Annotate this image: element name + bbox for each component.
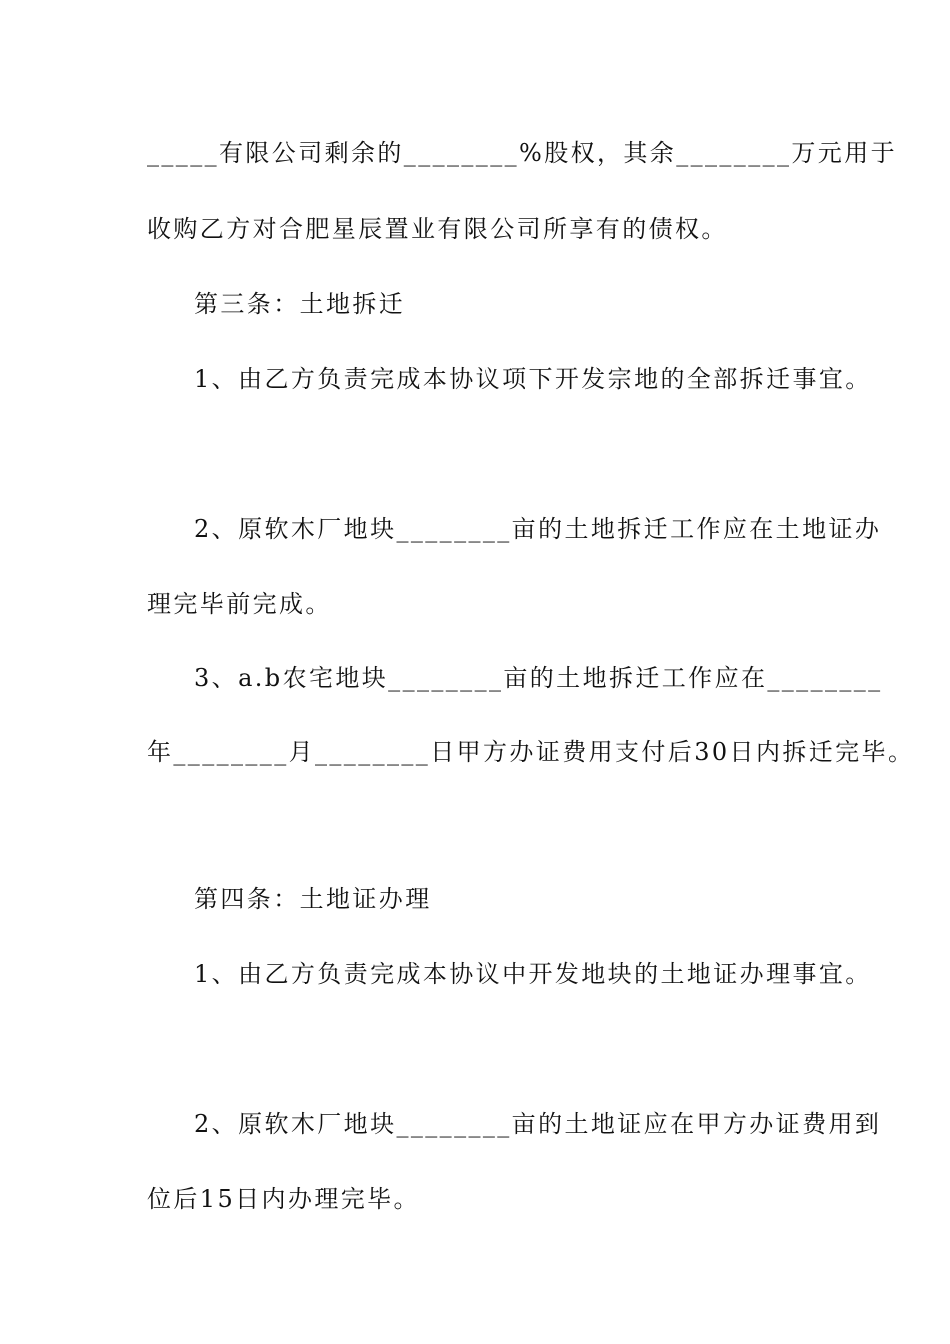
clause-4-2-continued: 位后15日内办理完毕。 <box>147 1185 420 1213</box>
clause-3-2: 2、原软木厂地块________亩的土地拆迁工作应在土地证办 <box>194 515 882 543</box>
clause-3-2-continued: 理完毕前完成。 <box>147 590 332 618</box>
clause-3-3: 3、a.b农宅地块________亩的土地拆迁工作应在________ <box>194 664 883 692</box>
clause-3-3-continued: 年________月________日甲方办证费用支付后30日内拆迁完毕。 <box>147 738 915 766</box>
clause-4-1: 1、由乙方负责完成本协议中开发地块的土地证办理事宜。 <box>194 960 872 988</box>
section-heading-article-4: 第四条：土地证办理 <box>194 885 432 913</box>
section-heading-article-3: 第三条：土地拆迁 <box>194 290 406 318</box>
paragraph-line-debt-acquisition: 收购乙方对合肥星辰置业有限公司所享有的债权。 <box>147 215 728 243</box>
paragraph-line-equity-share: _____有限公司剩余的________%股权，其余________万元用于 <box>147 139 898 167</box>
clause-4-2: 2、原软木厂地块________亩的土地证应在甲方办证费用到 <box>194 1110 882 1138</box>
clause-3-1: 1、由乙方负责完成本协议项下开发宗地的全部拆迁事宜。 <box>194 365 872 393</box>
